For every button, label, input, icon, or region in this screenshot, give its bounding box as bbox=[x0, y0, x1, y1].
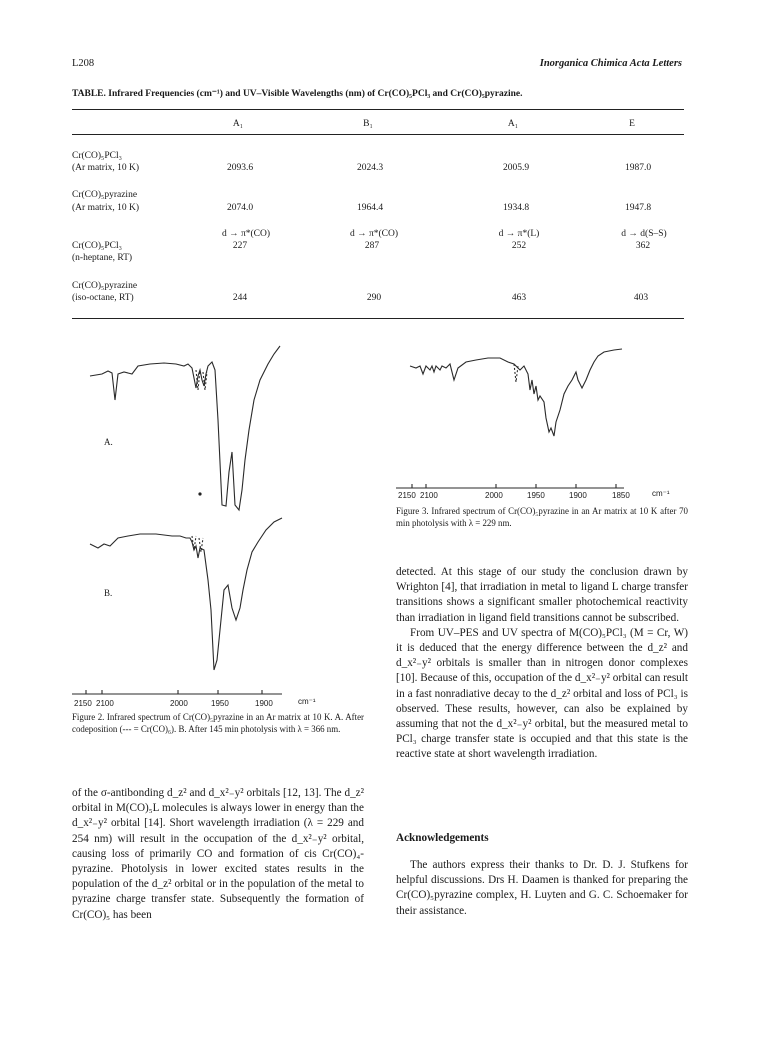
x-tick-label: 2000 bbox=[485, 491, 503, 500]
paragraph: detected. At this stage of our study the conclusion drawn by Wrighton [4], that irradiation in metal to ligand L charge transfer transitions shows a significant smaller photochemical reactivity than irradiation in ligand field transitions cannot be subscribed. bbox=[396, 566, 688, 624]
transition-label: d → π*(L) bbox=[498, 229, 540, 239]
figure-2-caption: Figure 2. Infrared spectrum of Cr(CO)₅pyrazine in an Ar matrix at 10 K. A. After codeposition (--- = Cr(CO)₆). B. After 145 min photolysis with λ = 366 nm. bbox=[72, 712, 364, 734]
table-cell: 1934.8 bbox=[502, 203, 530, 213]
panel-b-label: B. bbox=[104, 588, 113, 598]
column-header: A₁ bbox=[507, 119, 519, 129]
table-cell: 362 bbox=[635, 241, 651, 251]
table-bottom-rule bbox=[72, 318, 684, 319]
table-cell: 244 bbox=[232, 293, 248, 303]
table-cell: 252 bbox=[511, 241, 527, 251]
conditions: (n-heptane, RT) bbox=[72, 253, 133, 263]
compound-name: Cr(CO)₅PCl₃ bbox=[72, 151, 122, 161]
table-cell: 403 bbox=[633, 293, 649, 303]
x-tick-label: 2000 bbox=[170, 699, 188, 708]
table-cell: 2024.3 bbox=[356, 163, 384, 173]
compound-name: Cr(CO)₅PCl₃ bbox=[72, 241, 122, 251]
x-tick-label: 2150 bbox=[74, 699, 92, 708]
axis-unit: cm⁻¹ bbox=[298, 697, 316, 706]
figure-3-caption: Figure 3. Infrared spectrum of Cr(CO)₅pyrazine in an Ar matrix at 10 K after 70 min photolysis with λ = 229 nm. bbox=[396, 506, 688, 528]
conditions: (iso-octane, RT) bbox=[72, 293, 134, 303]
table-cell: 287 bbox=[364, 241, 380, 251]
table-top-rule bbox=[72, 109, 684, 110]
table-cell: 1987.0 bbox=[624, 163, 652, 173]
column-header: A₁ bbox=[232, 119, 244, 129]
table-cell: 290 bbox=[366, 293, 382, 303]
paragraph: From UV–PES and UV spectra of M(CO)₅PCl₃ (M = Cr, W) it is deduced that the energy difference between the d_z² and d_x²₋y² orbitals is smaller than in nitrogen donor complexes [10]. Because of this, occupation of the d_x²₋y² orbital can result in a fast nonradiative decay to the d_z² orbital and loss of PCl₃ is observed. These results, however, can also be explained by assuming that not the d_x²₋y² orbital, but the measured metal to PCl₃ charge transfer state is occupied and that this state is the reactive state at short wavelength irradiation. bbox=[396, 626, 688, 761]
page-number: L208 bbox=[72, 58, 95, 69]
compound-name: Cr(CO)₅pyrazine bbox=[72, 190, 138, 200]
column-header: E bbox=[629, 119, 635, 129]
table-cell: 2005.9 bbox=[502, 163, 530, 173]
axis-unit: cm⁻¹ bbox=[652, 489, 670, 498]
right-column-text bbox=[396, 565, 688, 763]
acknowledgements-heading: Acknowledgements bbox=[396, 832, 489, 844]
journal-title: Inorganica Chimica Acta Letters bbox=[539, 58, 682, 69]
x-tick-label: 1950 bbox=[527, 491, 545, 500]
spectrum-b-trace bbox=[90, 518, 282, 670]
table-header-rule bbox=[72, 134, 684, 135]
marker-dot bbox=[198, 492, 201, 495]
dashed-overlay-b bbox=[192, 536, 203, 552]
table-cell: 2074.0 bbox=[226, 203, 254, 213]
panel-a-label: A. bbox=[104, 437, 113, 447]
transition-label: d → π*(CO) bbox=[221, 229, 271, 239]
table-cell: 1947.8 bbox=[624, 203, 652, 213]
transition-label: d → π*(CO) bbox=[349, 229, 399, 239]
transition-label: d → d(S–S) bbox=[621, 229, 667, 239]
figure-2-spectra bbox=[72, 340, 372, 732]
x-tick-label: 2100 bbox=[420, 491, 438, 500]
x-tick-label: 1900 bbox=[255, 699, 273, 708]
spectrum-trace bbox=[410, 349, 622, 436]
table-caption: TABLE. Infrared Frequencies (cm⁻¹) and UV–Visible Wavelengths (nm) of Cr(CO)₅PCl₃ and Cr(CO)₅pyrazine. bbox=[72, 89, 523, 99]
paragraph: of the σ-antibonding d_z² and d_x²₋y² orbitals [12, 13]. The d_z² orbital in M(CO)₅L molecules is always lower in energy than the d_x²₋y² orbital [14]. Short wavelength irradiation (λ = 229 and 254 nm) will result in the occupation of the d_x²₋y² orbital, causing loss of primarily CO and formation of cis Cr(CO)₄-pyrazine. Photolysis in lower excited states results in the population of the d_z² orbital or in the population of the metal to pyrazine charge transfer state. Subsequently the formation of Cr(CO)₅ has been bbox=[72, 787, 364, 921]
spectrum-a-trace bbox=[90, 346, 280, 510]
table-cell: 463 bbox=[511, 293, 527, 303]
x-tick-label: 1850 bbox=[612, 491, 630, 500]
left-column-text bbox=[72, 786, 364, 923]
conditions: (Ar matrix, 10 K) bbox=[72, 203, 140, 213]
table-cell: 227 bbox=[232, 241, 248, 251]
conditions: (Ar matrix, 10 K) bbox=[72, 163, 140, 173]
table-cell: 1964.4 bbox=[356, 203, 384, 213]
x-tick-label: 2150 bbox=[398, 491, 416, 500]
x-tick-label: 2100 bbox=[96, 699, 114, 708]
column-header: B₁ bbox=[363, 119, 373, 129]
x-tick-label: 1950 bbox=[211, 699, 229, 708]
acknowledgements-text: The authors express their thanks to Dr. D. J. Stufkens for helpful discussions. Drs H. Daamen is thanked for preparing the Cr(CO)₅pyrazine complex, H. Luyten and G. C. Schoemaker for their assistance. bbox=[396, 859, 688, 917]
compound-name: Cr(CO)₅pyrazine bbox=[72, 281, 138, 291]
table-cell: 2093.6 bbox=[226, 163, 254, 173]
x-tick-label: 1900 bbox=[569, 491, 587, 500]
figure-3-spectrum bbox=[396, 340, 696, 500]
